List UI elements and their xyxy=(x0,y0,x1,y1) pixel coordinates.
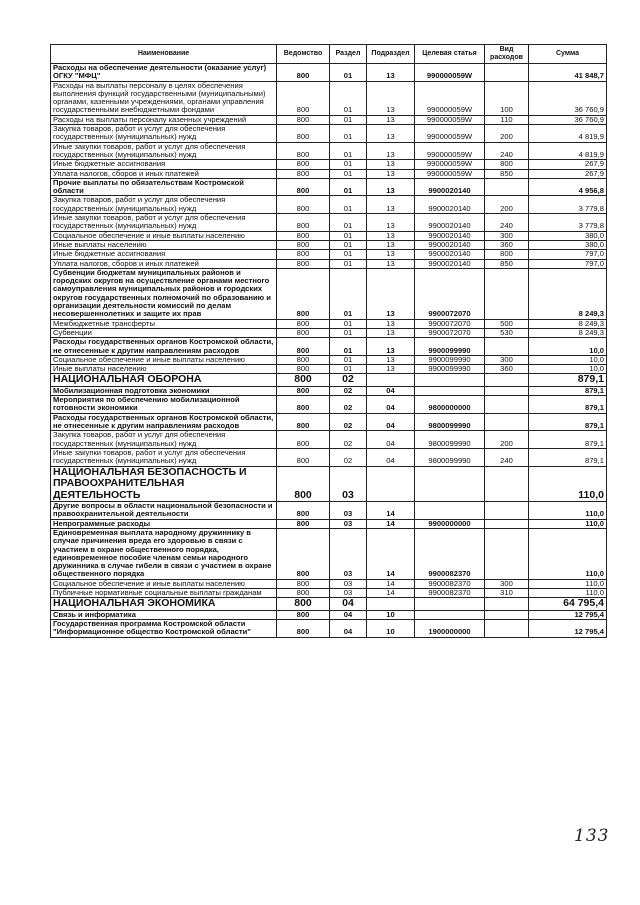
row-subsection-cell: 13 xyxy=(367,160,415,169)
row-department-cell: 800 xyxy=(277,125,330,143)
row-department-cell: 800 xyxy=(277,169,330,178)
row-department-cell: 800 xyxy=(277,589,330,598)
row-name-cell: Социальное обеспечение и иные выплаты населению xyxy=(51,579,277,588)
row-target-article-cell: 9900099990 xyxy=(415,365,485,374)
row-department-cell: 800 xyxy=(277,231,330,240)
row-name-cell: Единовременная выплата народному дружиннику в случае причинения вреда его здоровью в связи с участием в охране общественного порядка, единовременное пособие членам семьи народного дружинника в случае гибели в связи с участием в охране общественного порядка xyxy=(51,528,277,579)
row-amount-cell: 110,0 xyxy=(529,528,607,579)
row-name-cell: Иные закупки товаров, работ и услуг для обеспечения государственных (муниципальных) нужд xyxy=(51,448,277,466)
row-department-cell: 800 xyxy=(277,328,330,337)
row-department-cell: 800 xyxy=(277,214,330,232)
column-header-section: Раздел xyxy=(330,45,367,64)
row-subsection-cell: 13 xyxy=(367,214,415,232)
row-name-cell: Уплата налогов, сборов и иных платежей xyxy=(51,259,277,268)
column-header-amount: Сумма xyxy=(529,45,607,64)
row-amount-cell: 4 956,8 xyxy=(529,178,607,196)
row-target-article-cell: 9900072070 xyxy=(415,328,485,337)
row-subsection-cell: 04 xyxy=(367,431,415,449)
row-section-cell: 01 xyxy=(330,240,367,249)
row-section-cell: 01 xyxy=(330,81,367,115)
row-expense-type-cell: 200 xyxy=(485,196,529,214)
row-amount-cell: 267,9 xyxy=(529,160,607,169)
row-section-cell: 03 xyxy=(330,579,367,588)
table-row xyxy=(51,115,607,124)
row-section-cell: 01 xyxy=(330,125,367,143)
row-section-cell: 01 xyxy=(330,214,367,232)
row-subsection-cell: 13 xyxy=(367,240,415,249)
row-amount-cell: 10,0 xyxy=(529,338,607,356)
table-row xyxy=(51,528,607,579)
row-expense-type-cell: 800 xyxy=(485,250,529,259)
row-name-cell: Расходы государственных органов Костромской области, не отнесенные к другим направлениям расходов xyxy=(51,338,277,356)
row-subsection-cell: 13 xyxy=(367,196,415,214)
row-name-cell: Публичные нормативные социальные выплаты гражданам xyxy=(51,589,277,598)
row-department-cell: 800 xyxy=(277,259,330,268)
table-row xyxy=(51,589,607,598)
row-expense-type-cell: 300 xyxy=(485,231,529,240)
row-section-cell: 02 xyxy=(330,374,367,387)
table-body xyxy=(51,64,607,638)
row-section-cell: 01 xyxy=(330,231,367,240)
row-name-cell: Субвенции xyxy=(51,328,277,337)
row-department-cell: 800 xyxy=(277,178,330,196)
row-department-cell: 800 xyxy=(277,610,330,619)
row-expense-type-cell: 110 xyxy=(485,115,529,124)
table-row xyxy=(51,178,607,196)
row-department-cell: 800 xyxy=(277,386,330,395)
row-target-article-cell: 990000059W xyxy=(415,169,485,178)
row-target-article-cell: 9900020140 xyxy=(415,231,485,240)
table-row xyxy=(51,598,607,611)
row-target-article-cell: 9900020140 xyxy=(415,214,485,232)
row-expense-type-cell: 530 xyxy=(485,328,529,337)
row-subsection-cell xyxy=(367,374,415,387)
table-row xyxy=(51,519,607,528)
row-target-article-cell xyxy=(415,502,485,520)
row-target-article-cell: 990000059W xyxy=(415,160,485,169)
row-expense-type-cell: 360 xyxy=(485,365,529,374)
row-expense-type-cell: 850 xyxy=(485,259,529,268)
row-expense-type-cell xyxy=(485,528,529,579)
row-department-cell: 800 xyxy=(277,374,330,387)
table-row xyxy=(51,196,607,214)
table-row xyxy=(51,431,607,449)
row-department-cell: 800 xyxy=(277,396,330,414)
row-subsection-cell: 10 xyxy=(367,610,415,619)
row-expense-type-cell xyxy=(485,466,529,502)
row-section-cell: 01 xyxy=(330,115,367,124)
row-amount-cell: 879,1 xyxy=(529,448,607,466)
row-subsection-cell: 04 xyxy=(367,448,415,466)
row-section-cell: 04 xyxy=(330,620,367,638)
row-section-cell: 01 xyxy=(330,268,367,319)
row-expense-type-cell: 800 xyxy=(485,160,529,169)
row-name-cell: Межбюджетные трансферты xyxy=(51,319,277,328)
row-amount-cell: 36 760,9 xyxy=(529,81,607,115)
row-section-cell: 01 xyxy=(330,338,367,356)
row-department-cell: 800 xyxy=(277,250,330,259)
row-subsection-cell: 13 xyxy=(367,259,415,268)
row-amount-cell: 12 795,4 xyxy=(529,610,607,619)
row-target-article-cell: 990000059W xyxy=(415,125,485,143)
table-row xyxy=(51,81,607,115)
row-name-cell: Расходы на выплаты персоналу казенных учреждений xyxy=(51,115,277,124)
row-name-cell: Иные выплаты населению xyxy=(51,365,277,374)
row-section-cell: 01 xyxy=(330,169,367,178)
row-target-article-cell xyxy=(415,374,485,387)
row-subsection-cell: 13 xyxy=(367,355,415,364)
row-expense-type-cell: 300 xyxy=(485,355,529,364)
row-section-cell: 04 xyxy=(330,598,367,611)
row-department-cell: 800 xyxy=(277,579,330,588)
row-subsection-cell: 14 xyxy=(367,519,415,528)
row-subsection-cell xyxy=(367,598,415,611)
row-expense-type-cell: 500 xyxy=(485,319,529,328)
budget-table-page xyxy=(50,44,606,638)
row-expense-type-cell xyxy=(485,502,529,520)
row-department-cell: 800 xyxy=(277,355,330,364)
table-row xyxy=(51,328,607,337)
row-target-article-cell: 9900072070 xyxy=(415,319,485,328)
row-target-article-cell: 9900099990 xyxy=(415,338,485,356)
row-expense-type-cell xyxy=(485,620,529,638)
row-subsection-cell: 13 xyxy=(367,142,415,160)
row-name-cell: Связь и информатика xyxy=(51,610,277,619)
row-amount-cell: 10,0 xyxy=(529,365,607,374)
row-expense-type-cell xyxy=(485,386,529,395)
row-name-cell: Иные бюджетные ассигнования xyxy=(51,250,277,259)
row-target-article-cell: 9900082370 xyxy=(415,589,485,598)
row-name-cell: Расходы на обеспечение деятельности (оказание услуг) ОГКУ "МФЦ" xyxy=(51,64,277,82)
row-section-cell: 01 xyxy=(330,365,367,374)
row-amount-cell: 10,0 xyxy=(529,355,607,364)
row-target-article-cell: 990000059W xyxy=(415,115,485,124)
row-expense-type-cell: 240 xyxy=(485,214,529,232)
row-target-article-cell: 9800000000 xyxy=(415,396,485,414)
row-target-article-cell: 9900020140 xyxy=(415,259,485,268)
row-name-cell: Иные закупки товаров, работ и услуг для обеспечения государственных (муниципальных) нужд xyxy=(51,214,277,232)
row-department-cell: 800 xyxy=(277,319,330,328)
row-name-cell: НАЦИОНАЛЬНАЯ БЕЗОПАСНОСТЬ И ПРАВООХРАНИТЕЛЬНАЯ ДЕЯТЕЛЬНОСТЬ xyxy=(51,466,277,502)
table-row xyxy=(51,338,607,356)
row-target-article-cell: 9900020140 xyxy=(415,196,485,214)
row-name-cell: Закупка товаров, работ и услуг для обеспечения государственных (муниципальных) нужд xyxy=(51,125,277,143)
row-expense-type-cell: 100 xyxy=(485,81,529,115)
row-amount-cell: 8 249,3 xyxy=(529,328,607,337)
row-amount-cell: 3 779,8 xyxy=(529,196,607,214)
row-expense-type-cell: 850 xyxy=(485,169,529,178)
row-expense-type-cell xyxy=(485,396,529,414)
table-row xyxy=(51,169,607,178)
table-row xyxy=(51,365,607,374)
row-department-cell: 800 xyxy=(277,502,330,520)
row-amount-cell: 797,0 xyxy=(529,250,607,259)
row-name-cell: Закупка товаров, работ и услуг для обеспечения государственных (муниципальных) нужд xyxy=(51,431,277,449)
row-name-cell: Иные закупки товаров, работ и услуг для обеспечения государственных (муниципальных) нужд xyxy=(51,142,277,160)
row-subsection-cell: 04 xyxy=(367,413,415,431)
row-section-cell: 01 xyxy=(330,142,367,160)
row-department-cell: 800 xyxy=(277,365,330,374)
row-department-cell: 800 xyxy=(277,431,330,449)
row-amount-cell: 267,9 xyxy=(529,169,607,178)
column-header-department: Ведомство xyxy=(277,45,330,64)
table-row xyxy=(51,579,607,588)
row-department-cell: 800 xyxy=(277,620,330,638)
row-section-cell: 01 xyxy=(330,64,367,82)
row-subsection-cell: 13 xyxy=(367,319,415,328)
row-subsection-cell: 14 xyxy=(367,579,415,588)
row-expense-type-cell: 200 xyxy=(485,431,529,449)
table-row xyxy=(51,250,607,259)
row-target-article-cell: 9900020140 xyxy=(415,178,485,196)
row-amount-cell: 110,0 xyxy=(529,579,607,588)
row-expense-type-cell: 240 xyxy=(485,448,529,466)
row-amount-cell: 110,0 xyxy=(529,466,607,502)
row-target-article-cell: 9900000000 xyxy=(415,519,485,528)
row-subsection-cell: 13 xyxy=(367,178,415,196)
row-section-cell: 01 xyxy=(330,319,367,328)
row-expense-type-cell xyxy=(485,413,529,431)
row-department-cell: 800 xyxy=(277,64,330,82)
row-target-article-cell: 9900072070 xyxy=(415,268,485,319)
row-subsection-cell: 04 xyxy=(367,396,415,414)
row-subsection-cell: 04 xyxy=(367,386,415,395)
row-section-cell: 02 xyxy=(330,413,367,431)
row-section-cell: 01 xyxy=(330,196,367,214)
row-subsection-cell: 13 xyxy=(367,64,415,82)
row-target-article-cell xyxy=(415,610,485,619)
row-name-cell: Социальное обеспечение и иные выплаты населению xyxy=(51,231,277,240)
row-name-cell: Мероприятия по обеспечению мобилизационной готовности экономики xyxy=(51,396,277,414)
row-subsection-cell: 13 xyxy=(367,125,415,143)
row-amount-cell: 380,0 xyxy=(529,240,607,249)
table-row xyxy=(51,142,607,160)
row-name-cell: Мобилизационная подготовка экономики xyxy=(51,386,277,395)
table-row xyxy=(51,268,607,319)
row-amount-cell: 797,0 xyxy=(529,259,607,268)
row-section-cell: 01 xyxy=(330,355,367,364)
row-subsection-cell: 13 xyxy=(367,81,415,115)
row-section-cell: 01 xyxy=(330,160,367,169)
row-subsection-cell: 13 xyxy=(367,365,415,374)
row-department-cell: 800 xyxy=(277,142,330,160)
row-section-cell: 01 xyxy=(330,328,367,337)
row-amount-cell: 8 249,3 xyxy=(529,268,607,319)
row-amount-cell: 879,1 xyxy=(529,413,607,431)
row-department-cell: 800 xyxy=(277,268,330,319)
row-amount-cell: 41 848,7 xyxy=(529,64,607,82)
row-amount-cell: 3 779,8 xyxy=(529,214,607,232)
row-department-cell: 800 xyxy=(277,528,330,579)
row-expense-type-cell xyxy=(485,598,529,611)
row-target-article-cell: 990000059W xyxy=(415,81,485,115)
row-subsection-cell xyxy=(367,466,415,502)
table-row xyxy=(51,502,607,520)
row-section-cell: 02 xyxy=(330,448,367,466)
row-subsection-cell: 13 xyxy=(367,169,415,178)
row-subsection-cell: 13 xyxy=(367,328,415,337)
column-header-expense-type: Вид расходов xyxy=(485,45,529,64)
row-amount-cell: 110,0 xyxy=(529,502,607,520)
row-subsection-cell: 13 xyxy=(367,250,415,259)
row-expense-type-cell: 200 xyxy=(485,125,529,143)
row-name-cell: Иные бюджетные ассигнования xyxy=(51,160,277,169)
row-department-cell: 800 xyxy=(277,338,330,356)
row-target-article-cell: 9800099990 xyxy=(415,413,485,431)
row-subsection-cell: 10 xyxy=(367,620,415,638)
row-amount-cell: 110,0 xyxy=(529,519,607,528)
table-row xyxy=(51,125,607,143)
row-subsection-cell: 14 xyxy=(367,589,415,598)
table-row xyxy=(51,386,607,395)
row-name-cell: Расходы государственных органов Костромской области, не отнесенные к другим направлениям расходов xyxy=(51,413,277,431)
row-section-cell: 02 xyxy=(330,386,367,395)
row-expense-type-cell: 240 xyxy=(485,142,529,160)
row-expense-type-cell xyxy=(485,64,529,82)
row-amount-cell: 4 819,9 xyxy=(529,125,607,143)
row-amount-cell: 4 819,9 xyxy=(529,142,607,160)
table-row xyxy=(51,448,607,466)
row-name-cell: Прочие выплаты по обязательствам Костромской области xyxy=(51,178,277,196)
table-row xyxy=(51,214,607,232)
row-subsection-cell: 14 xyxy=(367,528,415,579)
table-row xyxy=(51,466,607,502)
row-target-article-cell: 9800099990 xyxy=(415,448,485,466)
row-target-article-cell xyxy=(415,386,485,395)
budget-table xyxy=(50,44,607,638)
column-header-subsection: Подраздел xyxy=(367,45,415,64)
row-target-article-cell: 9900020140 xyxy=(415,250,485,259)
row-name-cell: НАЦИОНАЛЬНАЯ ОБОРОНА xyxy=(51,374,277,387)
row-department-cell: 800 xyxy=(277,448,330,466)
row-target-article-cell: 9900020140 xyxy=(415,240,485,249)
row-section-cell: 03 xyxy=(330,519,367,528)
handwritten-page-number: 133 xyxy=(574,826,610,846)
table-row xyxy=(51,231,607,240)
row-section-cell: 03 xyxy=(330,502,367,520)
table-row xyxy=(51,620,607,638)
row-target-article-cell: 990000059W xyxy=(415,64,485,82)
row-target-article-cell xyxy=(415,598,485,611)
row-name-cell: НАЦИОНАЛЬНАЯ ЭКОНОМИКА xyxy=(51,598,277,611)
table-row xyxy=(51,64,607,82)
row-name-cell: Государственная программа Костромской области "Информационное общество Костромской области" xyxy=(51,620,277,638)
row-section-cell: 03 xyxy=(330,589,367,598)
row-department-cell: 800 xyxy=(277,160,330,169)
row-expense-type-cell xyxy=(485,178,529,196)
table-row xyxy=(51,396,607,414)
row-amount-cell: 36 760,9 xyxy=(529,115,607,124)
row-subsection-cell: 13 xyxy=(367,115,415,124)
row-expense-type-cell: 310 xyxy=(485,589,529,598)
row-target-article-cell: 9800099990 xyxy=(415,431,485,449)
row-section-cell: 01 xyxy=(330,250,367,259)
table-row xyxy=(51,240,607,249)
row-section-cell: 03 xyxy=(330,528,367,579)
row-expense-type-cell xyxy=(485,374,529,387)
row-target-article-cell: 9900099990 xyxy=(415,355,485,364)
row-target-article-cell xyxy=(415,466,485,502)
row-subsection-cell: 14 xyxy=(367,502,415,520)
row-amount-cell: 380,0 xyxy=(529,231,607,240)
row-section-cell: 03 xyxy=(330,466,367,502)
row-department-cell: 800 xyxy=(277,598,330,611)
row-section-cell: 04 xyxy=(330,610,367,619)
row-department-cell: 800 xyxy=(277,81,330,115)
row-amount-cell: 110,0 xyxy=(529,589,607,598)
table-row xyxy=(51,355,607,364)
column-header-target-article: Целевая статья xyxy=(415,45,485,64)
row-expense-type-cell: 300 xyxy=(485,579,529,588)
row-amount-cell: 879,1 xyxy=(529,374,607,387)
row-expense-type-cell xyxy=(485,610,529,619)
row-subsection-cell: 13 xyxy=(367,338,415,356)
row-name-cell: Расходы на выплаты персоналу в целях обеспечения выполнения функций государственными (муниципальными) органами, казенными учреждениями, органами управления государственными внебюджетными фондами xyxy=(51,81,277,115)
table-row xyxy=(51,259,607,268)
row-department-cell: 800 xyxy=(277,196,330,214)
row-department-cell: 800 xyxy=(277,240,330,249)
row-expense-type-cell: 360 xyxy=(485,240,529,249)
row-department-cell: 800 xyxy=(277,115,330,124)
row-name-cell: Уплата налогов, сборов и иных платежей xyxy=(51,169,277,178)
row-section-cell: 01 xyxy=(330,178,367,196)
row-name-cell: Закупка товаров, работ и услуг для обеспечения государственных (муниципальных) нужд xyxy=(51,196,277,214)
row-amount-cell: 12 795,4 xyxy=(529,620,607,638)
table-row xyxy=(51,413,607,431)
row-section-cell: 02 xyxy=(330,396,367,414)
row-target-article-cell: 9900082370 xyxy=(415,579,485,588)
column-header-name: Наименование xyxy=(51,45,277,64)
row-name-cell: Другие вопросы в области национальной безопасности и правоохранительной деятельности xyxy=(51,502,277,520)
table-header-row xyxy=(51,45,607,64)
table-row xyxy=(51,319,607,328)
row-subsection-cell: 13 xyxy=(367,231,415,240)
row-target-article-cell: 990000059W xyxy=(415,142,485,160)
row-expense-type-cell xyxy=(485,268,529,319)
row-department-cell: 800 xyxy=(277,466,330,502)
row-amount-cell: 879,1 xyxy=(529,396,607,414)
row-amount-cell: 64 795,4 xyxy=(529,598,607,611)
row-name-cell: Иные выплаты населению xyxy=(51,240,277,249)
table-row xyxy=(51,374,607,387)
row-target-article-cell: 9900082370 xyxy=(415,528,485,579)
row-amount-cell: 8 249,3 xyxy=(529,319,607,328)
row-amount-cell: 879,1 xyxy=(529,386,607,395)
row-name-cell: Субвенции бюджетам муниципальных районов и городских округов на осуществление органами местного самоуправления муниципальных районов и городских округов государственных полномочий по образованию и организации деятельности комиссий по делам несовершеннолетних и защите их прав xyxy=(51,268,277,319)
row-department-cell: 800 xyxy=(277,519,330,528)
row-department-cell: 800 xyxy=(277,413,330,431)
row-target-article-cell: 1900000000 xyxy=(415,620,485,638)
row-name-cell: Социальное обеспечение и иные выплаты населению xyxy=(51,355,277,364)
table-row xyxy=(51,610,607,619)
row-expense-type-cell xyxy=(485,338,529,356)
row-expense-type-cell xyxy=(485,519,529,528)
row-name-cell: Непрограммные расходы xyxy=(51,519,277,528)
table-row xyxy=(51,160,607,169)
row-section-cell: 02 xyxy=(330,431,367,449)
row-section-cell: 01 xyxy=(330,259,367,268)
row-amount-cell: 879,1 xyxy=(529,431,607,449)
row-subsection-cell: 13 xyxy=(367,268,415,319)
